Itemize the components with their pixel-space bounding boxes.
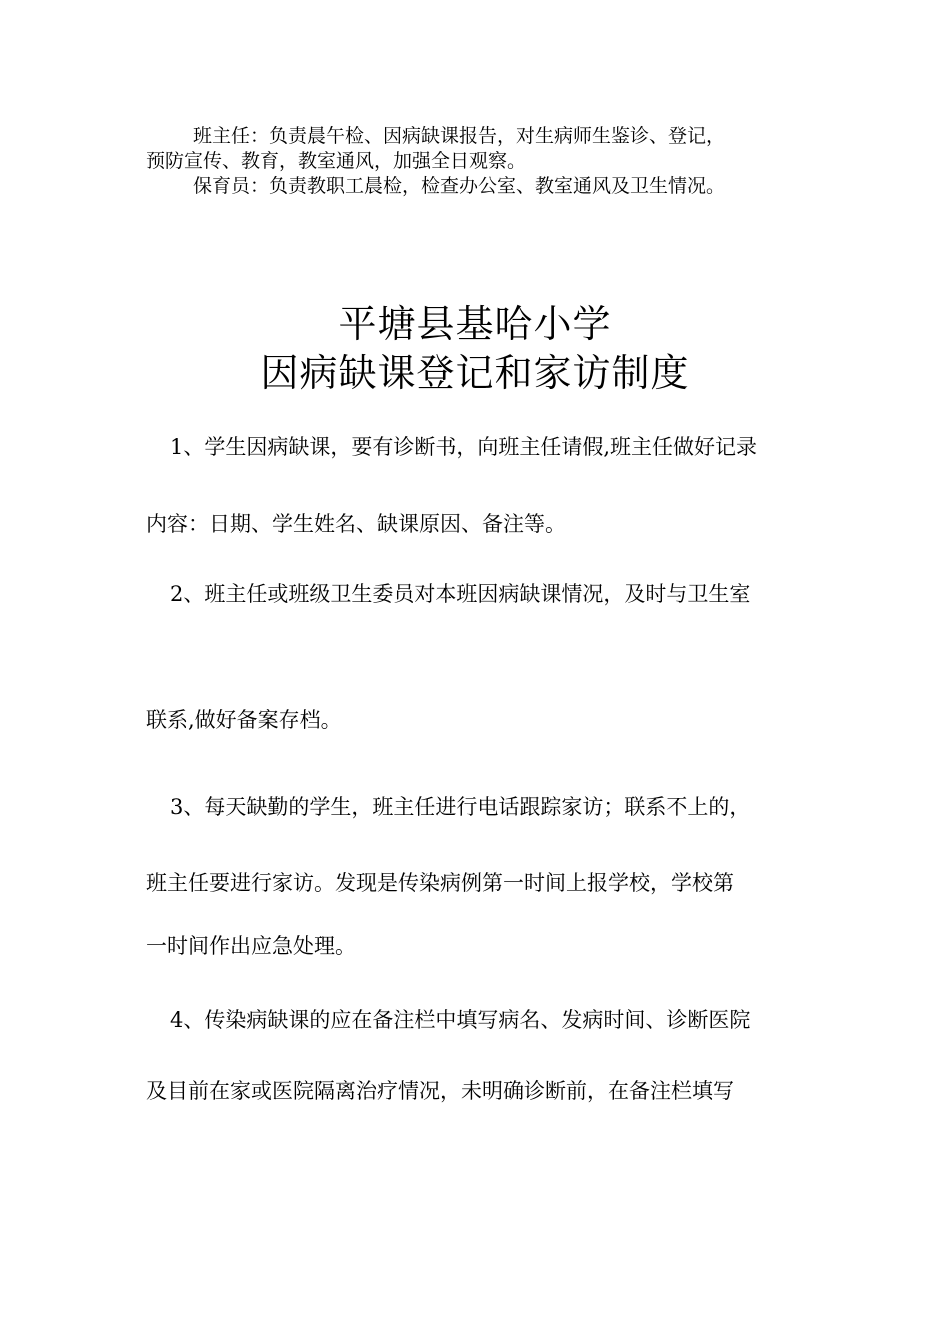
title-line-2: 因病缺课登记和家访制度 — [260, 351, 690, 395]
rule-4-line-2: 及目前在家或医院隔离治疗情况，未明确诊断前，在备注栏填写 — [146, 1079, 734, 1103]
intro-line-1: 班主任：负责晨午检、因病缺课报告，对生病师生鉴诊、登记， — [193, 125, 726, 147]
rule-2-line-2: 联系,做好备案存档。 — [146, 708, 342, 732]
rule-2-line-1: 2、班主任或班级卫生委员对本班因病缺课情况，及时与卫生室 — [170, 582, 751, 606]
rule-3-line-1: 3、每天缺勤的学生，班主任进行电话跟踪家访；联系不上的， — [170, 795, 751, 819]
intro-line-2: 预防宣传、教育，教室通风，加强全日观察。 — [146, 150, 527, 172]
title-line-1: 平塘县基哈小学 — [338, 302, 612, 346]
rule-4-line-1: 4、传染病缺课的应在备注栏中填写病名、发病时间、诊断医院 — [170, 1008, 751, 1032]
rule-1-line-1: 1、学生因病缺课，要有诊断书，向班主任请假,班主任做好记录 — [170, 435, 758, 459]
intro-line-3: 保育员：负责教职工晨检，检查办公室、教室通风及卫生情况。 — [193, 175, 726, 197]
rule-3-line-3: 一时间作出应急处理。 — [146, 934, 356, 958]
rule-3-line-2: 班主任要进行家访。发现是传染病例第一时间上报学校，学校第 — [146, 871, 734, 895]
rule-1-line-2: 内容：日期、学生姓名、缺课原因、备注等。 — [146, 512, 566, 536]
